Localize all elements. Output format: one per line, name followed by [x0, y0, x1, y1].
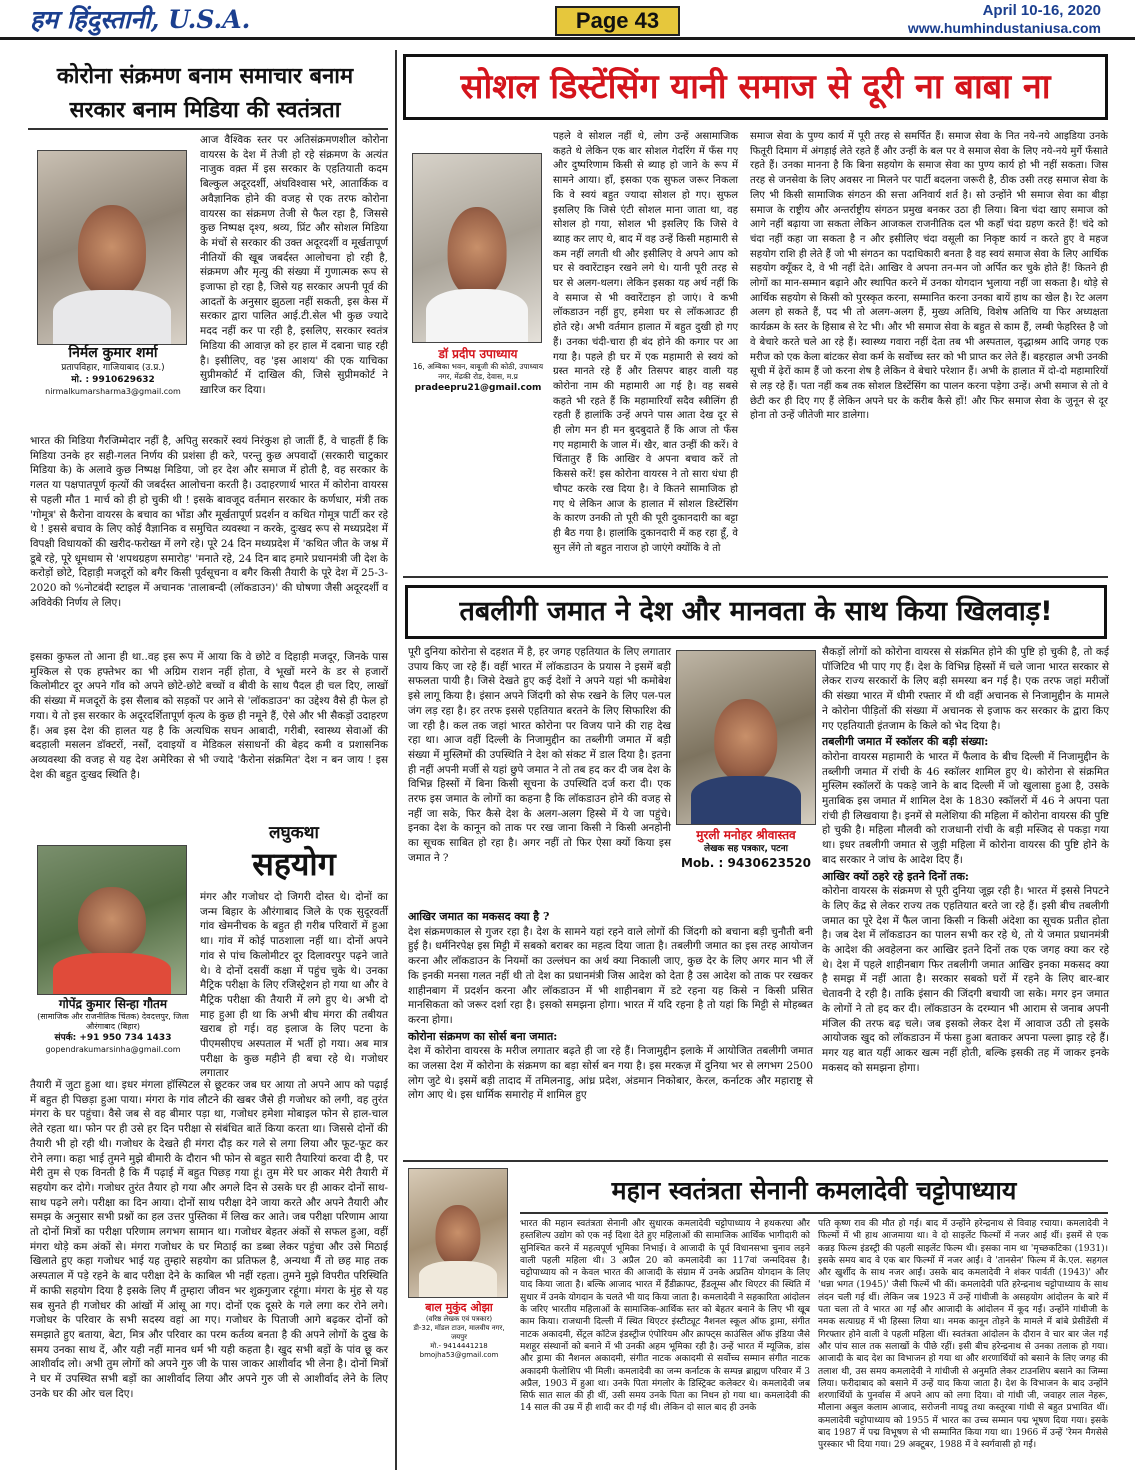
article2-author-address: 16, अम्बिका भवन, बाबूजी की कोठी, उपाध्याय नगर, मेंढकी रोड, देवास, म.प्र	[412, 362, 544, 381]
article3-author-role: लेखक सह पत्रकार, पटना	[703, 844, 789, 854]
author-photo-nirmal	[37, 150, 187, 345]
article3-col1b: देश संक्रमणकाल से गुजर रहा है। देश के सामने यहां रहने वाले लोगों की जिंदगी को बचाना बड़ी चुनौती बनी हुई है। धर्मनिरपेक्ष इस मिट्टी में सबको बराबर का महत्व दिया जाता है। तबलीगी जमात का इस तरह आयोजन करना और लॉकडाउन के नियमों का उल्लंघन का अर्थ क्या निकाली जाए, कुछ देर के लिए अगर मान भी लें कि इनकी मनसा गलत नहीं थी तो देश का प्रधानमंत्री जिस आदेश को देता है उस आदेश को ताक पर रखकर शाहीनबाग में प्रदर्शन करना और लॉकडाउन में भी शाहीनबाग में डटे रहना यह किसे न किसी प्रसित मानसिकता को जरूर दर्शा रहा है। इसको समझना होगा। भारत में यदि रहना है तो यहां कि मिट्टी से मोहब्बत करना होगा।	[408, 925, 814, 1026]
article4-col1: भारत की महान स्वतंत्रता सेनानी और सुधारक कमलादेवी चट्टोपाध्याय ने हथकरघा और हस्तशिल्प उद्योग को एक नई दिशा देते हुए महिलाओं की सामाजिक आर्थिक भागीदारी को सुनिश्चित करने में महत्वपूर्ण भूमिका निभाई। वे आजादी के पूर्व विधानसभा चुनाव लड़ने वाली पहली महिला थी। 3 अप्रैल 20 को कमलादेवी का 117वां जन्मदिवस है। चट्टोपाध्याय को न केवल भारत की आजादी के संग्राम में उनके अप्रतिम योगदान के लिए याद किया जाता है। बल्कि आजाद भारत में हैंडीक्राफ्ट, हैंडलूम्स और थिएटर की स्थिति में सुधार में उनके योगदान के चलते भी याद किया जाता है। कमलादेवी ने सहकारिता आंदोलन के जरिए भारतीय महिलाओं के सामाजिक-आर्थिक स्तर को बेहतर बनाने के लिए भी खूब काम किया। राजधानी दिल्ली में स्थित थिएटर इंस्टीट्यूट नैशनल स्कूल ऑफ ड्रामा, संगीत नाटक अकादमी, सेंट्रल कॉटेज इंडस्ट्रीज एंपोरियम और क्राफ्ट्स काउंसिल ऑफ इंडिया जैसे मशहूर संस्थानों को बनाने में भी उनकी अहम भूमिका रही है। उन्हें भारत में म्यूजिक, डांस और ड्रामा की नैशनल अकादमी, संगीत नाटक अकादमी से सर्वोच्च सम्मान संगीत नाटक अकादमी फेलोशिप भी मिली। कमलादेवी का जन्म कर्नाटक के सम्पन्न ब्राह्मण परिवार में 3 अप्रैल, 1903 में हुआ था। उनके पिता मंगलोर के डिस्ट्रिक्ट कलेक्टर थे। कमलादेवी जब सिर्फ सात साल की ही थीं, उसी समय उनके पिता का निधन हो गया था। कमलादेवी की 14 साल की उम्र में ही शादी कर दी गई थी। लेकिन दो साल बाद ही उनके	[520, 1219, 810, 1414]
divider	[403, 1160, 1108, 1162]
story-author-desc: (सामाजिक और राजनीतिक चिंतक) देवदत्तपुर, जिला औरंगाबाद (बिहार)	[37, 1012, 189, 1031]
article3-col2a: सैकड़ों लोगों को कोरोना वायरस से संक्रमित होने की पुष्टि हो चुकी है, तो कई पॉजिटिव भी पाए गए हैं। देश के विभिन्न हिस्सों में चले जाना भारत सरकार से लेकर राज्य सरकारों के लिए बड़ी समस्या बन गई है। एक तरफ जहां मरीजों की संख्या भारत में धीमी रफ्तार में थी वहीं अचानक से निजामुद्दीन के मामले ने कोरोना पीड़ितों की संख्या में अचानक से इजाफ कर सरकार के द्वारा किए गए एहतियाती इंतजाम के किले को भेद दिया है।	[822, 646, 1109, 732]
article1-body: भारत की मिडिया गैरजिम्मेदार नहीं है, अपितु सरकारें स्वयं निरंकुश हो जातीं हैं, वे चाहतीं हैं कि मिडिया उनके हर सही-गलत निर्णय की प्रशंसा ही करे, परन्तु कुछ अपवादों (सरकारी चाटुकार मिडिया के) के अलावे कुछ निष्पक्ष मिडिया, जो हर देश और समाज में होती है, वह सरकार के गलत या पक्षपातपूर्ण कृत्यों की जबर्दस्त आलोचना करती है। उदाहरणार्थ भारत में कोरोना वायरस से पहली मौत 1 मार्च को ही हो चुकी थी ! इसके बावजूद वर्तमान सरकार के कर्णधार, मंत्री तक 'गोमूत्र' से कैरोना वायरस के बचाव का भोंडा और मूर्खतापूर्ण प्रदर्शन व कथित गोमूत्र पार्टी कर रहे थे ! इससे बचाव के लिए कोई वैज्ञानिक व समुचित व्यवस्था न करके, दुःखद रूप से मध्यप्रदेश में विपक्षी विधायकों की खरीद-फरोख्त में लगे रहे। पूरे 24 दिन मध्यप्रदेश में 'कथित जीत के जश्न में डूबे रहे, पूरे धूमधाम से 'शपथग्रहण समारोह' 'मनाते रहे, 24 दिन बाद हमारे प्रधानमंत्री जी देश के करोड़ों छोटे, दिहाड़ी मजदूरों को बगैर किसी पूर्वसूचना व बगैर किसी तैयारी के पूरे देश में 25-3-2020 को %नोटबंदी स्टाइल में अचानक 'तालाबन्दी (लॉकडाउन)' की घोषणा जैसी अदूरदर्शी व अविवेकी निर्णय ले लिए।	[30, 435, 388, 609]
story-kicker: लघुकथा	[269, 823, 319, 843]
author-email: nirmalkumarsharma3@gmail.com	[45, 387, 181, 396]
story-body: मंगर और गजोधर दो जिगरी दोस्त थे। दोनों का जन्म बिहार के औरंगाबाद जिले के एक सुदूरवर्ती गांव खेमनीचक के बहुत ही गरीब परिवारों में हुआ था। गांव में कोई पाठशाला नहीं था। दोनों अपने गांव से पांच किलोमीटर दूर दिलावरपुर पढ़ने जाते थे। वे दोनों दसवीं कक्षा में पहुंच चुके थे। उनका मैट्रिक परीक्षा के लिए रजिस्ट्रेशन हो गया था और वे मैट्रिक परीक्षा की तैयारी में लगे हुए थे। अभी दो माह हुआ ही था कि अभी बीच मंगरा की तबीयत खराब हो गई। वह इलाज के लिए पटना के पीएमसीएच अस्पताल में भर्ती हो गया। अब मात्र परीक्षा के कुछ महीने ही बचा रहे थे। गजोधर लगातार	[200, 891, 388, 1080]
brand-title: हम हिंदुस्तानी, U.S.A.	[30, 5, 251, 34]
article4-author-mobile: मो.- 9414441218	[430, 1342, 488, 1350]
author-photo-murli	[676, 650, 816, 825]
issue-date: April 10-16, 2020	[982, 2, 1101, 19]
article3-col2	[822, 645, 1109, 1160]
article3-subhead-3: तबलीगी जमात में स्कॉलर की बड़ी संख्या:	[822, 735, 989, 749]
article3-col1c: देश में कोरोना वायरस के मरीज लगातार बढ़ते ही जा रहे हैं। निजामुद्दीन इलाके में आयोजित तबलीगी जमात का जलसा देश में कोरोना के संक्रमण का बड़ा सोर्स बन गया है। इस मरकज़ में दुनिया भर से लगभग 2500 लोग जुटे थे। इसमें बड़ी तादाद में तमिलनाडु, आंध्र प्रदेश, अंडमान निकोबार, केरल, कर्नाटक और महाराष्ट्र से लोग आए थे। इस धार्मिक समारोह में शामिल हुए	[408, 1045, 813, 1102]
story-author-card	[33, 995, 193, 1075]
website-link[interactable]: www.humhindustaniusa.com	[907, 20, 1101, 36]
story-author-name: गोपेंद्र कुमार सिन्हा गौतम	[58, 997, 168, 1011]
author-photo-balmukund	[408, 1168, 508, 1298]
page-number: Page 43	[555, 6, 680, 36]
article1-intro: आज वैश्विक स्तर पर अतिसंक्रमणशील कोरोना वायरस के देश में तेजी हो रहे संक्रमण के अत्यंत नाजुक वक़्त में इस सरकार के एहतियाती कदम बिल्कुल अदूरदर्शी, अंधविश्वास भरे, आतार्किक व अवैज्ञानिक होने की वजह से एक तरफ कोरोना वायरस का संक्रमण तेजी से फैल रहा है, जिससे कुछ निष्पक्ष दृश्य, श्रव्य, प्रिंट और सोशल मिडिया के मंचों से सरकार की उक्त अदूरदर्शी व मूर्खतापूर्ण नीतियों की खूब जबर्दस्त आलोचना हो रही है, संक्रमण और मृत्यु की संख्या में गुणात्मक रूप से इजाफा हो रहा है, जिसे यह सरकार अपनी पूर्व की आदतों के अनुसार झुठला नहीं सकती, इस केस में सरकार द्वारा पालित आई.टी.सेल भी कुछ ज्यादे मदद नहीं कर पा रही है, इसलिए, सरकार स्वतंत्र मिडिया की आवाज़ को हर हाल में दबाना चाह रही है। इसीलिए, वह 'इस आशय' की एक याचिका सुप्रीमकोर्ट में दाखिल की, जिसे सुप्रीमकोर्ट ने ख़ारिज कर दिया।	[200, 134, 388, 396]
article3-col2c: कोरोना वायरस के संक्रमण से पूरी दुनिया जूझ रही है। भारत में इससे निपटने के लिए केंद्र से लेकर राज्य तक एहतियात बरते जा रहे हैं। इसी बीच तबलीगी जमात का पूरे देश में फैल जाना किसी न किसी अंदेशा का सूचक प्रतीत होता है। जब देश में लॉकडाउन का पालन सभी कर रहे थे, तो ये जमात प्रधानमंत्री के आदेश की अवहेलना कर आखिर इतने दिनों तक एक जगह क्या कर रहे थे। देश में पहले शाहीनबाग फिर तबलीगी जमात आखिर इनका मकसद क्या है समझ में नहीं आता है। सरकार सबको घरों में रहने के लिए बार-बार चेतावनी दे रही है। ताकि इंसान की जिंदगी बचायी जा सके। मगर इन जमात के लोगों ने तो हद कर दी। लॉकडाउन के दरम्यान भी आराम से जनाब अपनी मंजिल की तरफ बढ़ चले। जब इसको लेकर देश में आवाज उठी तो इसके आयोजक खुद को लॉकडाउन में फंसा हुआ बताकर अपना पल्ला झाड़ रहे हैं। मगर यह बात यहीं आकर खत्म नहीं होती, बल्कि इसकी तह में जाकर इनके मकसद को समझना होगा।	[822, 885, 1109, 1074]
author-card	[33, 343, 193, 435]
author-name: निर्मल कुमार शर्मा	[68, 345, 158, 361]
article2-col1	[553, 130, 738, 554]
article2-col2: समाज सेवा के पुण्य कार्य में पूरी तरह से समर्पित हैं। समाज सेवा के नित नये-नये आइडिया उनके फितूरी दिमाग में अंगड़ाई लेते रहते हैं और उन्हीं के बल पर वे समाज सेवा के लिए नये-नये मुर्गे फँसाते रहते हैं। उनका मानना है कि बिना सहयोग के समाज सेवा का पुण्य कार्य हो भी नहीं सकता। जिस तरह से जनसेवा के लिए अवसर ना मिलने पर पार्टी बदलना जरूरी है, ठीक उसी तरह समाज सेवा के लिए भी किसी सामाजिक संगठन की सत्ता अनिवार्य शर्त है। सो उन्होंने भी समाज सेवा का बीड़ा समाज के राष्ट्रीय और अन्तर्राष्ट्रीय संगठन प्रमुख बनकर उठा ही लिया। बिना चंदा खाए समाज को आगे नहीं बढ़ाया जा सकता लेकिन आजकल राजनीतिक दल भी कहाँ चंदा ग्रहण करते हैं! चंदे को चंदा नहीं कहा जा सकता है न और इसीलिए चंदा वसूली का निकृष्ट कार्य न करते हुए वे महज सहयोग राशि ही लेते हैं जो भी संगठन का पदाधिकारी बनता है वह स्वयं समाज सेवा के लिए आर्थिक सहयोग क्यूँकर दे, वे भी नहीं देते। आखिर वे अपना तन-मन जो अर्पित कर चुके होते हैं! कितने ही लोगों का मान-सम्मान बढ़ाने और स्थापित करने में उनका योगदान भुलाया नहीं जा सकता है। थोड़े से आर्थिक सहयोग से किसी को पुरस्कृत करना, सम्मानित करना उनका बायें हाथ का खेल है। रेट अलग अलग हो सकते हैं, पद भी तो अलग-अलग हैं, मुख्य अतिथि, विशेष अतिथि या फिर अध्यक्षता कार्यक्रम के स्तर के हिसाब से रेट भी। और भी समाज सेवा के बहुत से काम हैं, लम्बी फेहरिस्त है जो वे बेचारे करते चले आ रहे हैं। स्वास्थ्य गवारा नहीं देता तब भी अस्पताल, वृद्धाश्रम आदि जगह एक मरीज को एक केला बांटकर सेवा कर्म के सर्वोच्च स्तर को भी प्राप्त कर लेते हैं। बहरहाल अभी उनकी सूची में ढ़ेरों काम हैं जो करना शेष है लेकिन वे बेचारे परेशान हैं। अभी के हालात में दो-दो महामारियों से लड़ रहे हैं। पता नहीं कब तक सोशल डिस्टेंसिंग का पालन करना पड़ेगा उन्हें। अभी समाज से तो वे छेटी कर ही दिए गए हैं लेकिन अपने घर के करीब कैसे हों! और फिर समाज सेवा के जुनून से दूर होना तो उन्हें जीतेजी मार डालेगा।	[750, 131, 1108, 422]
article2-author-name: डॉ प्रदीप उपाध्याय	[438, 347, 518, 361]
article2-banner	[403, 54, 1108, 120]
article4-author-name: बाल मुकुंद ओझा	[425, 1301, 493, 1314]
article3-author-card	[676, 826, 816, 888]
article1-body-2: इसका कुफल तो आना ही था..वह इस रूप में आया कि वे छोटे व दिहाड़ी मजदूर, जिनके पास मुश्किल से एक हफ्तेभर का भी अग्रिम राशन नहीं होता, वे भूखों मरने के डर से हजारों किलोमीटर दूर अपने गाँव को अपने छोटे-छोटे बच्चों व बीवी के साथ पैदल ही चल दिए, लाखों की संख्या में मजदूरों के इस सैलाब को सड़कों पर आने से 'लॉकडाउन' का उद्देश्य वैसे ही फेल हो गया। ये तो इस सरकार के अदूरदर्शितापूर्ण कृत्य के कुछ ही नमूने हैं, ऐसे और भी सैकड़ों उदाहरण हैं। अब इस देश की हालत यह है कि अत्यधिक सघन आबादी, गरीबी, स्वास्थ्य सेवाओं की बदहाली मसलन डॉक्टरों, नर्सों, दवाइयों व मेडिकल संसाधनों की बेहद कमी व प्रशासनिक अव्यवस्था की वजह से यह देश अमेरिका से भी ज्यादे 'कैरोना संक्रमित' देश न बन जाय ! इस देश की बहुत दुःखद स्थिति है।	[30, 651, 388, 781]
article4-author-address: डी-32, मॉडल टाउन, मालवीय नगर, जयपुर	[413, 1324, 505, 1341]
author-photo-pradeep	[412, 153, 542, 343]
article3-subhead-4: आखिर क्यों ठहरे रहे इतने दिनों तक:	[822, 869, 969, 883]
article2-col1-text: पहले वे सोशल नहीं थे, लोग उन्हें असामाजिक कहते थे लेकिन एक बार सोशल गेदरिंग में फँस गए और दुष्परिणाम किसी से ब्याह हो जाने के रूप में सामने आया। हाँ, इसका एक सुफल जरूर निकला कि वे स्वयं बहुत ज्यादा सोशल हो गए। सुफल इसलिए कि जिसे एंटी सोशल माना जाता था, वह सोशल हो गया, सोशल भी इसलिए कि जिसे वे ब्याह कर लाए थे, बाद में वह उन्हें किसी महामारी से कम नहीं लगती थी और इसीलिए वे अपने आप को घर से क्वारेंटाइन रखने लगे थे। यानी पूरी तरह से घर से अलग-थलग। लेकिन इसका यह अर्थ नहीं कि वे समाज से भी क्वारेंटाइन हो जाएं। वे कभी लॉकडाउन नहीं हुए, हमेशा घर से लॉकआउट ही होते रहे। अभी वर्तमान हालात में बहुत दुखी हो गए हैं। उनका चंदी-चारा ही बंद होने की कगार पर आ गया है। पहले ही घर में एक महामारी से स्वयं को ग्रस्त मानते रहे हैं और तिसपर बाहर वाली यह कोरोना नाम की महामारी आ गई है। वह सबसे कहते भी रहते हैं कि महामारियाँ सदैव स्त्रीलिंग ही रहती हैं हालांकि उन्हें अपने पास आता देख दूर से ही लोग मन ही मन बुदबुदाते हैं कि आज तो फँस गए महामारी के जाल में। खैर, बात उन्हीं की करें। वे चिंतातुर हैं कि आखिर वे अपना बचाव करें तो किससे करें! इस कोरोना वायरस ने तो सारा धंधा ही चौपट करके रख दिया है। वे कितने सामाजिक हो गए थे लेकिन आज के हालात में सोशल डिस्टेंसिंग के कारण उनकी तो पूरी की पूरी दुकानदारी का बट्टा ही बैठ गया है। हालांकि दुकानदारी में कह रहा हूँ, वे सुन लेंगे तो बहुत नाराज हो जाएंगे क्योंकि वे तो	[553, 131, 738, 554]
story-title: सहयोग	[252, 845, 336, 883]
article2-author-card	[409, 345, 547, 405]
article2-author-email: pradeepru21@gmail.com	[414, 383, 542, 393]
story-author-email: gopendrakumarsinha@gmail.com	[45, 1045, 181, 1054]
story-author-contact: संपर्क: +91 950 734 1433	[54, 1033, 172, 1043]
article4-headline: महान स्वतंत्रता सेनानी कमलादेवी चट्टोपाध्याय	[520, 1170, 1108, 1214]
author-mobile: मो. : 9910629632	[71, 375, 155, 385]
masthead	[0, 0, 1135, 40]
article4-author-role: (वरिष्ठ लेखक एवं पत्रकार)	[425, 1315, 493, 1323]
article3-author-mobile: Mob. : 9430623520	[681, 856, 811, 870]
article2-col1-cont	[408, 408, 738, 568]
divider	[403, 576, 1108, 578]
article1-headline: कोरोना संक्रमण बनाम समाचार बनाम सरकार बनाम मिडिया की स्वतंत्रता	[56, 64, 354, 123]
article2-headline: सोशल डिस्टेंसिंग यानी समाज से दूरी ना बाबा ना	[460, 67, 1051, 107]
article4-author-card	[405, 1300, 513, 1370]
article3-subhead-1: आखिर जमात का मकसद क्या है ?	[408, 910, 550, 923]
article3-section1	[408, 908, 813, 1158]
article3-subhead-2: कोरोना संक्रमण का सोर्स बना जमात:	[408, 1029, 558, 1043]
article4-col2: पति कृष्ण राव की मौत हो गई। बाद में उन्होंने हरेन्द्रनाथ से विवाह रचाया। कमलादेवी ने फिल्मों में भी हाथ आजमाया था। वे दो साइलेंट फिल्मों में नजर आई थीं। इसमें से एक कन्नड़ फिल्म इंडस्ट्री की पहली साइलेंट फिल्म थी। इसका नाम था 'मृच्छकटिका (1931)। इसके समय बाद वे एक बार फिल्मों में नजर आईं। वे 'तानसेन' फिल्म में के.एल. सहगल और खुर्शीद के साथ नजर आईं। उसके बाद कमलादेवी ने शंकर पार्वती (1943)' और 'धन्ना भगत (1945)' जैसी फिल्में भी कीं। कमलादेवी पति हरेन्द्रनाथ चट्टोपाध्याय के साथ लंदन चली गई थीं। लेकिन जब 1923 में उन्हें गांधीजी के असहयोग आंदोलन के बारे में पता चला तो वे भारत आ गईं और आजादी के आंदोलन में कूद गईं। उन्होंने गांधीजी के नमक सत्याग्रह में भी हिस्सा लिया था। नमक कानून तोड़ने के मामले में बांबे प्रेसीडेंसी में गिरफ्तार होने वाली वे पहली महिला थीं। स्वतंत्रता आंदोलन के दौरान वे चार बार जेल गईं और पांच साल तक सलाखों के पीछे रहीं। इसी बीच हरेन्द्रनाथ से उनका तलाक हो गया। आजादी के बाद देश का विभाजन हो गया था और शरणार्थियों को बसाने के लिए जगह की तलाश थी, उस समय कमलादेवी ने गांधीजी से अनुमति लेकर टाउनशिप बसाने का जिम्मा लिया। फरीदाबाद को बसाने में उन्हें याद किया जाता है। देश के विभाजन के बाद उन्होंने शरणार्थियों के पुनर्वास में अपने आप को लगा दिया। वो गांधी जी, जवाहर लाल नेहरू, मौलाना अबुल कलाम आजाद, सरोजनी नायडू तथा कस्तूरबा गांधी से बहुत प्रभावित थीं। कमलादेवी चट्टोपाध्याय को 1955 में भारत का उच्च सम्मान पद्म भूषण दिया गया। इसके बाद 1987 में पद्म विभूषण से भी सम्मानित किया गया था। 1966 में उन्हें 'रेमन मैगसेसे पुरस्कार भी दिया गया। 29 अक्टूबर, 1988 में वे स्वर्गवासी हो गईं।	[818, 1219, 1108, 1451]
article3-col1: पूरी दुनिया कोरोना से दहशत में है, हर जगह एहतियात के लिए लगातार उपाय किए जा रहे हैं। वहीं भारत में लॉकडाउन के प्रयास ने इसमें बड़ी सफलता पायी है। जिसे देखते हुए कई देशों ने अपने यहां भी कमोबेश इसे लागू किया है। इंसान अपने जिंदगी को सेफ रखने के लिए पल-पल जंग लड़ रहा है। हर तरफ इससे एहतियात बरतने के लिए सिफारिश की जा रही है। कल तक जहां भारत कोरोना पर विजय पाने की राह देख रहा था। आज वहीं दिल्ली के निजामुद्दीन का तब्लीगी जमात में बड़ी संख्या में मुस्लिमों की उपस्थिति ने देश को संकट में डाल दिया है। इतना ही नहीं अपनी मर्जी से यहां छुपे जमात ने तो तब हद कर दी जब देश के विभिन्न हिस्सों में बिना किसी सूचना के उपस्थिति दर्ज करा दी। एक तरफ इस जमात के लोगों का कहना है कि लॉकडाउन होने की वजह से नहीं जा सके, फिर कैसे देश के अलग-अलग हिस्से में ये जा पहुंचे। इनका देश के कानून को ताक पर रख जाना किसी ने किसी अनहोनी का सूचक साबित हो रहा है। अगर नहीं तो फिर ऐसा क्यों किया इस जमात ने ?	[408, 646, 671, 864]
article3-banner	[405, 585, 1107, 639]
story-body-2: तैयारी में जुटा हुआ था। इधर मंगला हॉस्पिटल से छूटकर जब घर आया तो अपने आप को पढ़ाई में बहुत ही पिछड़ा हुआ पाया। मंगरा के गांव लौटने की खबर जैसे ही गजोधर को लगी, वह तुरंत मंगरा के घर पहुंचा। वैसे जब से वह बीमार पड़ा था, गजोधर हमेशा मोबाइल फोन से हाल-चाल लेते रहता था। फोन पर ही उसे हर दिन परीक्षा से संबंधित बातें किया करता था। जिससे दोनों की तैयारी भी हो रही थी। गजोधर के देखते ही मंगरा दौड़ कर गले से लगा लिया और फूट-फूट कर रोने लगा। कहा भाई तुमने मुझे बीमारी के दौरान भी फोन से बहुत सारी तैयारियां करवा दी है, पर मेरी तुम से एक विनती है कि मैं पढ़ाई में बहुत पिछड़ गया हूं। तुम मेरे घर आकर मेरी तैयारी में सहयोग कर दोगे। गजोधर तुरंत तैयार हो गया और अगले दिन से उसके घर ही आकर दोनों साथ-साथ पढ़ने लगे। परीक्षा का दिन आया। दोनों साथ परीक्षा देने जाया करते और अपने तैयारी और समझ के अनुसार सभी प्रश्नों का हल उत्तर पुस्तिका में लिख कर आते। जब परीक्षा परिणाम आया तो दोनों मित्रों का परीक्षा परिणाम लगभग सामान था। गजोधर बेहतर अंकों से सफल हुआ, वहीं मंगरा थोड़े कम अंकों से। मंगरा गजोधर के घर मिठाई का डब्बा लेकर पहुंचा और उसे मिठाई खिलाते हुए कहा गजोधर भाई यह तुम्हारे सहयोग का प्रतिफल है, अन्यथा मैं तो छह माह तक अस्पताल में पड़े रहने के बाद परीक्षा देने के काबिल भी नहीं रहता। तुमने मुझे विपरीत परिस्थिति में काफी सहयोग दिया है इसके लिए मैं तुम्हारा जीवन भर शुक्रगुजार रहूंगा। मंगरा के मुंह से यह सब सुनते ही गजोधर की आंखों में आंसू आ गए। दोनों एक दूसरे के गले लगा कर रोने लगे। गजोधर के परिवार के सभी सदस्य वहां आ गए। गजोधर के पिताजी आगे बढ़कर दोनों को समझाते हुए बताया, बेटा, मित्र और परिवार का परम कर्तव्य बनता है की अपने लोगों के दुख के समय उनका साथ दें, और यही नहीं मानव धर्म भी यही कहता है। खुद सभी बड़ों के पांव छू कर आशीर्वाद लो। अभी तुम लोगों को अपने गुरु जी के पास जाकर आशीर्वाद भी लेना है। दोनों मित्रों ने घर में उपस्थित सभी बड़ों का आशीर्वाद लिया और अपने गुरु जी से आशीर्वाद लेने के लिए उनके घर की ओर चल दिए।	[30, 1079, 388, 1400]
article3-headline: तबलीगी जमात ने देश और मानवता के साथ किया खिलवाड़!	[459, 596, 1053, 627]
article3-author-name: मुरली मनोहर श्रीवास्तव	[696, 828, 796, 842]
divider	[28, 128, 388, 130]
article3-col2b: कोरोना वायरस महामारी के भारत में फैलाव के बीच दिल्ली में निजामुद्दीन के तब्लीगी जमात में रांची के 46 स्कॉलर शामिल हुए थे। कोरोना से संक्रमित मुस्लिम स्कॉलरों के पकड़े जाने के बाद दिल्ली में जो खुलासा हुआ है, उसके मुताबिक इस जमात में शामिल देश के 1830 स्कॉलरों में 46 ने अपना पता रांची ही लिखवाया है। इनमें से मलेशिया की महिला में कोरोना वायरस की पुष्टि हो चुकी है। महिला मौलवी को राजधानी रांची के बड़ी मस्जिद से पकड़ा गया था। इधर तबलीगी जमात से जुड़ी महिला में कोरोना वायरस की पुष्टि होने के बाद सरकार ने जांच के आदेश दिए हैं।	[822, 750, 1109, 866]
author-photo-gopendra	[37, 845, 187, 995]
author-place: प्रतापविहार, गाजियाबाद (उ.प्र.)	[61, 363, 165, 373]
column-divider	[395, 50, 397, 1470]
article4-author-email: bmojha53@gmail.com	[419, 1351, 499, 1359]
